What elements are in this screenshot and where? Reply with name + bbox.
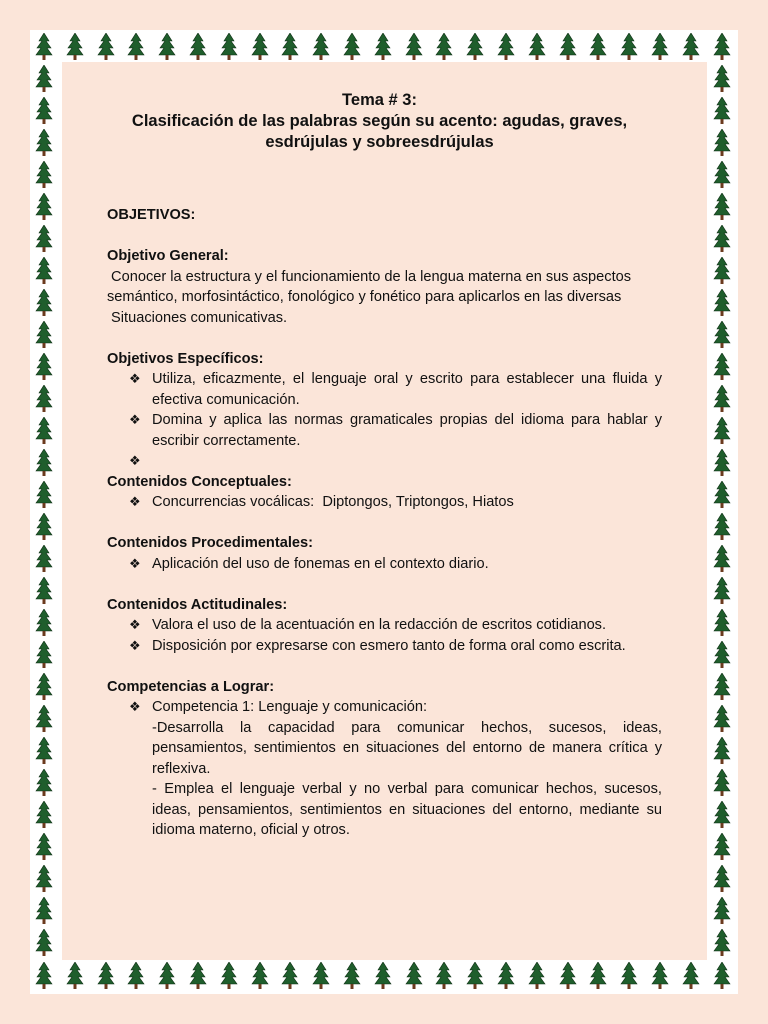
competencia-desc-2: - Emplea el lenguaje verbal y no verbal para comunicar hechos, sucesos, ideas, pensamientos, sentimientos en situaciones del entorno, mediante su idioma materno, oficial y otros. <box>152 781 662 838</box>
pine-tree-icon <box>35 289 53 317</box>
pine-tree-icon <box>435 962 453 990</box>
pine-tree-icon <box>713 129 731 157</box>
pine-tree-icon <box>35 481 53 509</box>
pine-tree-icon <box>66 33 84 61</box>
pine-tree-icon <box>220 962 238 990</box>
list-item: ❖ Domina y aplica las normas gramaticales propias del idioma para hablar y escribir correctamente. <box>129 412 662 449</box>
pine-tree-icon <box>35 545 53 573</box>
pine-tree-icon <box>713 353 731 381</box>
pine-tree-icon <box>35 705 53 733</box>
objetivo-general-heading: Objetivo General: <box>107 248 229 264</box>
pine-tree-icon <box>713 609 731 637</box>
pine-tree-icon <box>35 833 53 861</box>
pine-tree-icon <box>559 33 577 61</box>
pine-tree-icon <box>127 33 145 61</box>
pine-tree-icon <box>35 737 53 765</box>
pine-tree-icon <box>405 962 423 990</box>
pine-tree-icon <box>466 962 484 990</box>
list-item: ❖ Aplicación del uso de fonemas en el contexto diario. <box>129 554 662 575</box>
pine-tree-icon <box>713 705 731 733</box>
objetivos-heading: OBJETIVOS: <box>107 207 196 223</box>
pine-tree-icon <box>528 33 546 61</box>
diamond-bullet-icon: ❖ <box>129 412 141 427</box>
diamond-bullet-icon: ❖ <box>129 617 141 632</box>
list-item: ❖ Disposición por expresarse con esmero tanto de forma oral como escrita. <box>129 636 662 657</box>
contenidos-conceptuales-heading: Contenidos Conceptuales: <box>107 473 292 490</box>
pine-tree-icon <box>651 33 669 61</box>
pine-tree-icon <box>35 193 53 221</box>
pine-tree-icon <box>589 33 607 61</box>
pine-tree-icon <box>713 577 731 605</box>
pine-tree-icon <box>35 801 53 829</box>
diamond-bullet-icon: ❖ <box>129 453 141 468</box>
pine-tree-icon <box>713 225 731 253</box>
contenidos-actitudinales-heading: Contenidos Actitudinales: <box>107 596 288 613</box>
pine-tree-icon <box>35 962 53 990</box>
pine-tree-icon <box>127 962 145 990</box>
pine-tree-icon <box>374 962 392 990</box>
pine-tree-icon <box>713 833 731 861</box>
document-body <box>107 90 662 841</box>
pine-tree-icon <box>189 962 207 990</box>
pine-tree-icon <box>713 962 731 990</box>
pine-tree-icon <box>713 321 731 349</box>
pine-tree-icon <box>35 385 53 413</box>
list-item: ❖ Utiliza, eficazmente, el lenguaje oral y escrito para establecer una fluida y efectiva comunicación. <box>129 371 662 408</box>
list-item: ❖ Concurrencias vocálicas: Diptongos, Triptongos, Hiatos <box>129 492 662 513</box>
pine-tree-icon <box>35 257 53 285</box>
pine-tree-icon <box>35 897 53 925</box>
pine-tree-icon <box>35 865 53 893</box>
pine-tree-icon <box>374 33 392 61</box>
objetivo-general-line-3: Situaciones comunicativas. <box>107 309 288 326</box>
competencias-list <box>107 697 662 841</box>
pine-tree-icon <box>343 33 361 61</box>
pine-tree-icon <box>35 129 53 157</box>
pine-tree-icon <box>589 962 607 990</box>
pine-tree-icon <box>35 33 53 61</box>
pine-tree-icon <box>35 769 53 797</box>
pine-tree-icon <box>220 33 238 61</box>
pine-tree-icon <box>251 33 269 61</box>
contenidos-procedimentales-heading: Contenidos Procedimentales: <box>107 535 313 551</box>
pine-tree-icon <box>97 962 115 990</box>
pine-tree-icon <box>651 962 669 990</box>
contenidos-actitudinales-list <box>107 615 662 656</box>
pine-tree-icon <box>713 417 731 445</box>
pine-tree-icon <box>713 481 731 509</box>
pine-tree-icon <box>35 161 53 189</box>
pine-tree-icon <box>251 962 269 990</box>
competencias-heading: Competencias a Lograr: <box>107 678 275 695</box>
pine-tree-icon <box>713 865 731 893</box>
diamond-bullet-icon: ❖ <box>129 637 141 653</box>
pine-tree-icon <box>713 929 731 957</box>
title-line-3: esdrújulas y sobreesdrújulas <box>265 133 494 151</box>
pine-tree-icon <box>713 513 731 541</box>
pine-tree-icon <box>713 769 731 797</box>
pine-tree-icon <box>281 33 299 61</box>
pine-tree-icon <box>66 962 84 990</box>
pine-tree-icon <box>713 673 731 701</box>
pine-tree-icon <box>158 962 176 990</box>
pine-tree-icon <box>713 65 731 93</box>
pine-tree-icon <box>559 962 577 990</box>
pine-tree-icon <box>466 33 484 61</box>
pine-tree-icon <box>35 577 53 605</box>
pine-tree-icon <box>713 289 731 317</box>
pine-tree-icon <box>435 33 453 61</box>
pine-tree-icon <box>35 673 53 701</box>
pine-tree-icon <box>343 962 361 990</box>
diamond-bullet-icon: ❖ <box>129 555 141 571</box>
pine-tree-icon <box>713 737 731 765</box>
pine-tree-icon <box>35 321 53 349</box>
pine-tree-icon <box>713 257 731 285</box>
pine-tree-icon <box>682 33 700 61</box>
title-line-2: Clasificación de las palabras según su acento: agudas, graves, <box>131 112 628 130</box>
pine-tree-icon <box>528 962 546 990</box>
list-item: ❖ Competencia 1: Lenguaje y comunicación: -Desarrolla la capacidad para comunicar hechos, sucesos, ideas, pensamientos, sentimientos en situaciones del entorno de manera crítica y reflexiva. - Emplea el lenguaje verbal y no verbal para comunicar hechos, sucesos, ideas, pensamientos, sentimientos en situaciones del entorno, mediante su idioma materno, oficial y otros. <box>129 697 662 841</box>
pine-tree-icon <box>713 545 731 573</box>
pine-tree-icon <box>620 33 638 61</box>
objetivo-general-line-1: Conocer la estructura y el funcionamiento de la lengua materna en sus aspectos <box>107 268 632 285</box>
diamond-bullet-icon: ❖ <box>129 494 141 509</box>
pine-tree-icon <box>35 353 53 381</box>
contenidos-conceptuales-list <box>107 492 662 513</box>
pine-tree-icon <box>713 641 731 669</box>
objetivos-especificos-list <box>107 369 662 472</box>
title-line-1: Tema # 3: <box>342 91 417 109</box>
contenidos-procedimentales-list <box>107 554 662 575</box>
pine-tree-icon <box>312 962 330 990</box>
pine-tree-icon <box>158 33 176 61</box>
pine-tree-icon <box>713 449 731 477</box>
pine-tree-icon <box>35 641 53 669</box>
pine-tree-icon <box>35 417 53 445</box>
pine-tree-icon <box>713 193 731 221</box>
objetivos-especificos-heading: Objetivos Específicos: <box>107 350 264 367</box>
pine-tree-icon <box>682 962 700 990</box>
pine-tree-icon <box>35 449 53 477</box>
pine-tree-icon <box>281 962 299 990</box>
diamond-bullet-icon: ❖ <box>129 699 141 714</box>
list-item: ❖ Valora el uso de la acentuación en la redacción de escritos cotidianos. <box>129 615 662 636</box>
pine-tree-icon <box>713 33 731 61</box>
list-item <box>129 451 662 472</box>
pine-tree-icon <box>497 33 515 61</box>
pine-tree-icon <box>35 97 53 125</box>
pine-tree-icon <box>35 225 53 253</box>
pine-tree-icon <box>620 962 638 990</box>
diamond-bullet-icon: ❖ <box>129 371 141 386</box>
pine-tree-icon <box>713 161 731 189</box>
competencia-desc-1: -Desarrolla la capacidad para comunicar hechos, sucesos, ideas, pensamientos, sentimientos en situaciones del entorno de manera crítica y reflexiva. <box>152 719 662 777</box>
pine-tree-icon <box>35 513 53 541</box>
pine-tree-icon <box>97 33 115 61</box>
pine-tree-icon <box>35 929 53 957</box>
pine-tree-icon <box>405 33 423 61</box>
pine-tree-icon <box>35 609 53 637</box>
pine-tree-icon <box>713 897 731 925</box>
pine-tree-icon <box>312 33 330 61</box>
pine-tree-icon <box>713 385 731 413</box>
pine-tree-icon <box>713 97 731 125</box>
pine-tree-icon <box>35 65 53 93</box>
objetivo-general-line-2: semántico, morfosintáctico, fonológico y fonético para aplicarlos en las diversas <box>107 289 622 305</box>
pine-tree-icon <box>713 801 731 829</box>
pine-tree-icon <box>497 962 515 990</box>
pine-tree-icon <box>189 33 207 61</box>
